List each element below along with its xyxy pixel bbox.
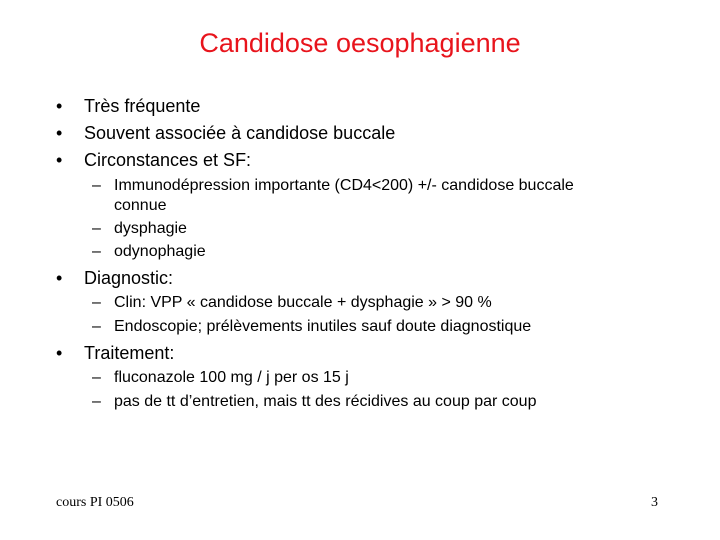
dash-icon: – [92,393,101,410]
dash-icon: – [92,177,101,194]
subitem-text: pas de tt d’entretien, mais tt des récidives au coup par coup [114,393,537,410]
bullet-text: Très fréquente [84,96,201,116]
bullet-icon: • [56,150,63,170]
footer-course-label: cours PI 0506 [56,495,134,510]
bullet-text: Souvent associée à candidose buccale [84,123,396,143]
bullet-icon: • [56,123,63,143]
bullet-icon: • [56,96,63,116]
subitem-text: Endoscopie; prélèvements inutiles sauf doute diagnostique [114,318,532,335]
subitem-text-continuation: connue [114,197,167,214]
dash-icon: – [92,369,101,386]
dash-icon: – [92,294,101,311]
slide-title: Candidose oesophagienne [199,28,521,58]
dash-icon: – [92,220,101,237]
bullet-icon: • [56,268,63,288]
subitem-text: Immunodépression importante (CD4<200) +/- candidose buccale [114,177,574,194]
subitem-text: fluconazole 100 mg / j per os 15 j [114,369,349,386]
page-number: 3 [651,495,658,510]
bullet-text: Traitement: [84,343,175,363]
subitem-text: odynophagie [114,243,206,260]
dash-icon: – [92,318,101,335]
bullet-icon: • [56,343,63,363]
dash-icon: – [92,243,101,260]
subitem-text: Clin: VPP « candidose buccale + dysphagie » > 90 % [114,294,492,311]
subitem-text: dysphagie [114,220,187,237]
bullet-text: Circonstances et SF: [84,150,252,170]
bullet-text: Diagnostic: [84,268,174,288]
